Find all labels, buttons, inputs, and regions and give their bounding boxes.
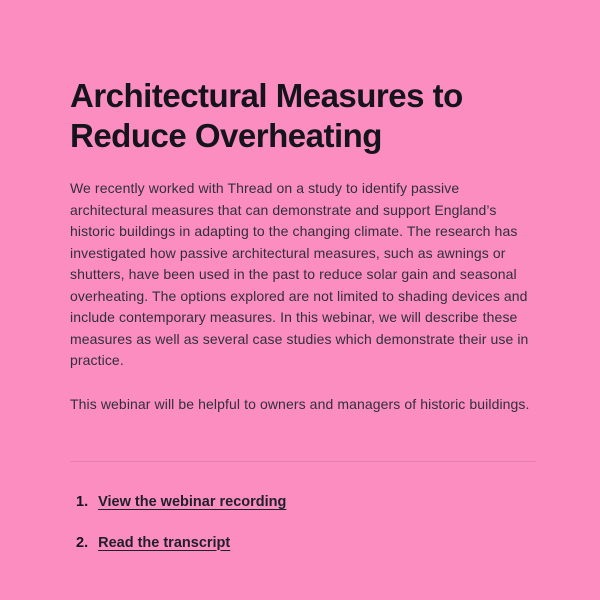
intro-paragraph: We recently worked with Thread on a study to identify passive architectural measures that can demonstrate and support England’s historic buildings in adapting to the changing climate. The research has investigated how passive architectural measures, such as awnings or shutters, have been used in the past to reduce solar gain and seasonal overheating. The options explored are not limited to shading devices and include contemporary measures. In this webinar, we will describe these measures as well as several case studies which demonstrate their use in practice. <box>70 180 529 368</box>
list-item <box>76 536 536 551</box>
list-number: 2. <box>76 534 89 551</box>
divider <box>70 461 536 462</box>
article-content <box>70 0 536 550</box>
list-item <box>76 495 536 510</box>
page-title: Architectural Measures to Reduce Overheating <box>70 77 463 154</box>
transcript-link[interactable]: Read the transcript <box>98 534 231 551</box>
audience-paragraph: This webinar will be helpful to owners and managers of historic buildings. <box>70 395 530 412</box>
webinar-recording-link[interactable]: View the webinar recording <box>98 494 287 510</box>
list-number: 1. <box>76 494 89 510</box>
resource-list <box>70 495 536 550</box>
